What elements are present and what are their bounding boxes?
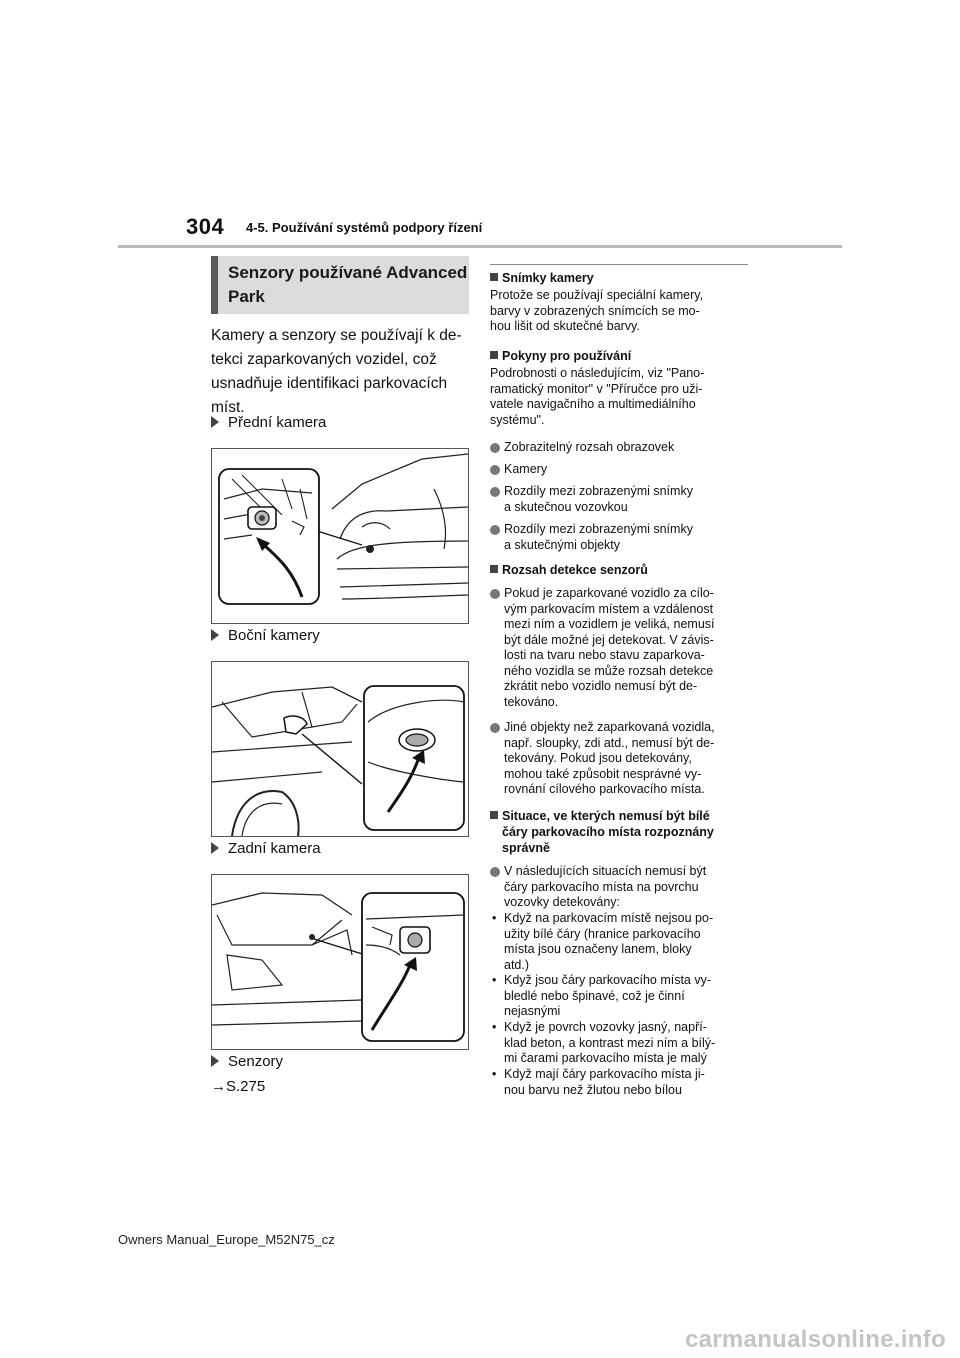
parking-lines-bullet: • Když jsou čáry parkovacího místa vy- bledlé nebo špinavé, což je činní nejasnými: [492, 973, 712, 1018]
usage-dot-item: Rozdíly mezi zobrazenými snímky a skutečnými objekty: [490, 522, 764, 553]
square-bullet-icon: [490, 273, 498, 281]
sensors-page-reference[interactable]: →S.275: [211, 1078, 266, 1095]
round-bullet-icon: [490, 487, 500, 497]
item-sensors: [211, 1053, 283, 1070]
intro-line: tekci zaparkovaných vozidel, což: [211, 351, 437, 368]
square-bullet-icon: [490, 811, 498, 819]
round-bullet-icon: [490, 443, 500, 453]
usage-block: [490, 348, 750, 428]
square-bullet-icon: [490, 565, 498, 573]
header-divider: [118, 245, 842, 248]
rear-camera-figure: [211, 874, 469, 1050]
arrow-right-icon: [211, 842, 219, 854]
arrow-right-icon: [211, 1055, 219, 1067]
round-bullet-icon: [490, 867, 500, 877]
item-label: Senzory: [228, 1053, 284, 1070]
parking-lines-heading: Situace, ve kterých nemusí být bílé čáry parkovacího místa rozpoznány správně: [490, 808, 750, 856]
parking-lines-dot-item: V následujících situacích nemusí být čáry parkovacího místa na povrchu vozovky detekovány:: [490, 864, 764, 911]
range-dot-item: Jiné objekty než zaparkovaná vozidla, např. sloupky, zdi atd., nemusí být de- tekovány. Pokud jsou detekovány, mohou také způsobit nesprávné vy- rovnání cílového parkovacího místa.: [490, 720, 764, 798]
section-title-line2: Park: [228, 287, 265, 306]
intro-paragraph: [211, 324, 469, 420]
intro-line: míst.: [211, 399, 245, 416]
parking-lines-bullet: • Když na parkovacím místě nejsou po- užity bílé čáry (hranice parkovacího místa jsou označeny lanem, bloky atd.): [492, 911, 714, 972]
item-rear-camera: [211, 840, 321, 857]
site-watermark: carmanualsonline.info: [684, 1326, 946, 1353]
section-title-line1: Senzory používané Advanced: [228, 263, 468, 282]
parking-lines-bullet: • Když je povrch vozovky jasný, napří- klad beton, a kontrast mezi ním a bílý- mi čarami parkovacího místa je malý: [492, 1020, 716, 1065]
rear-camera-illustration: [212, 875, 468, 1049]
usage-dot-item: Rozdíly mezi zobrazenými snímky a skutečnou vozovkou: [490, 484, 764, 515]
round-bullet-icon: [490, 525, 500, 535]
arrow-right-icon: [211, 629, 219, 641]
intro-line: usnadňuje identifikaci parkovacích: [211, 375, 448, 392]
usage-heading: Pokyny pro používání: [490, 348, 750, 364]
page-number: 304: [186, 214, 225, 239]
round-bullet-icon: [490, 465, 500, 475]
front-camera-illustration: [212, 449, 468, 623]
usage-text: Podrobnosti o následujícím, viz "Pano- ramatický monitor" v "Příručce pro uži- vatele navigačního a multimediálního systému".: [490, 366, 705, 427]
usage-dot-item: Zobrazitelný rozsah obrazovek: [490, 440, 764, 456]
intro-line: Kamery a senzory se používají k de-: [211, 327, 462, 344]
detection-range-heading: Rozsah detekce senzorů: [490, 562, 750, 578]
section-heading: [211, 256, 469, 314]
square-bullet-icon: [490, 351, 498, 359]
item-label: Zadní kamera: [228, 840, 321, 857]
column-top-rule: [490, 264, 748, 265]
chapter-title: 4-5. Používání systémů podpory řízení: [246, 220, 483, 235]
arrow-right-icon: [211, 416, 219, 428]
camera-images-block: [490, 270, 750, 335]
side-cameras-figure: [211, 661, 469, 837]
front-camera-figure: [211, 448, 469, 624]
item-label: Boční kamery: [228, 627, 320, 644]
parking-lines-bullet: • Když mají čáry parkovacího místa ji- nou barvu než žlutou nebo bílou: [492, 1067, 705, 1097]
item-side-cameras: [211, 627, 320, 644]
usage-dot-item: Kamery: [490, 462, 764, 478]
item-front-camera: [211, 414, 326, 431]
range-dot-item: Pokud je zaparkované vozidlo za cílo- vým parkovacím místem a vzdálenost mezi ním a vozidlem je veliká, nemusí být dále možné jej detekovat. V závis- losti na tvaru nebo stavu zaparkova- ného vozidla se může rozsah detekce zkrátit nebo vozidlo nemusí být de- tekováno.: [490, 586, 764, 710]
parking-lines-block: [490, 808, 750, 856]
round-bullet-icon: [490, 589, 500, 599]
round-bullet-icon: [490, 723, 500, 733]
side-cameras-illustration: [212, 662, 468, 836]
camera-images-text: Protože se používají speciální kamery, barvy v zobrazených snímcích se mo- hou lišit od skutečné barvy.: [490, 288, 704, 333]
footer-manual-id: Owners Manual_Europe_M52N75_cz: [118, 1232, 335, 1247]
camera-images-heading: Snímky kamery: [490, 270, 750, 286]
item-label: Přední kamera: [228, 414, 327, 431]
detection-range-block: [490, 562, 750, 578]
